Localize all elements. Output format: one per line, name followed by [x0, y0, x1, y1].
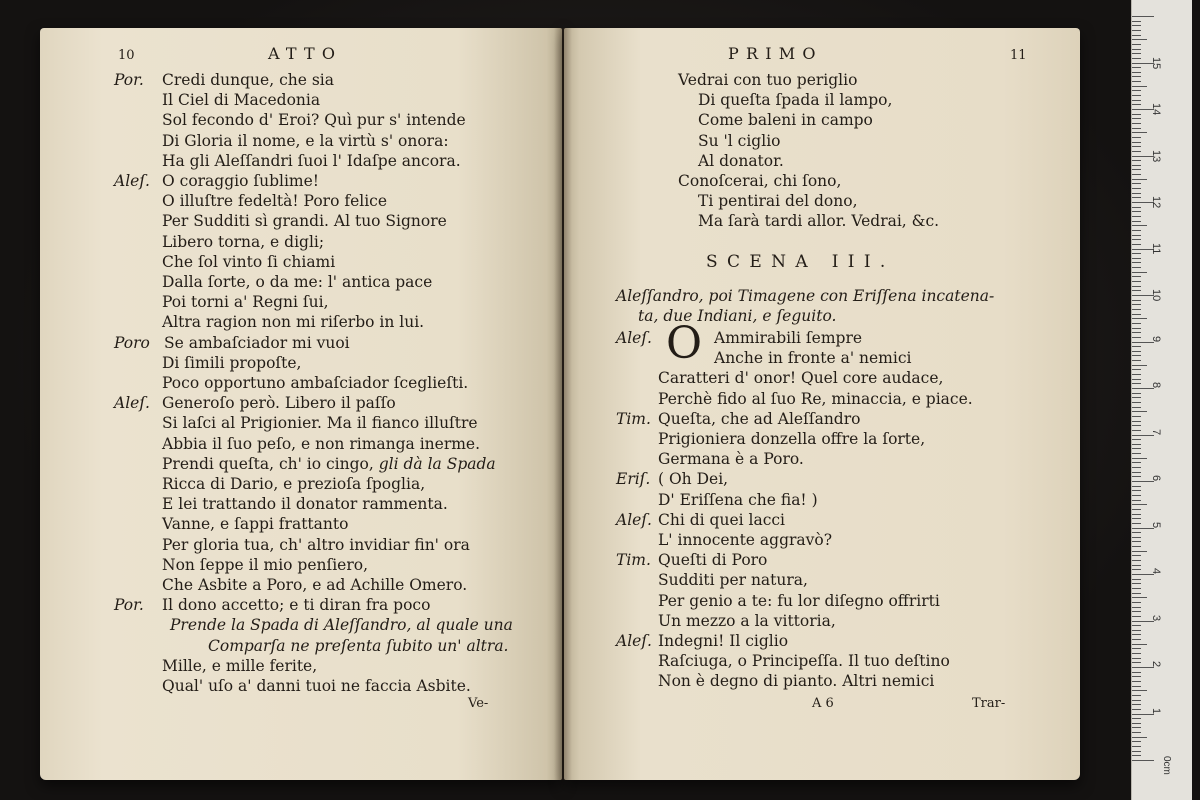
signature-mark: A 6 — [812, 696, 834, 711]
left-page — [40, 28, 562, 780]
ruler-tick — [1132, 397, 1141, 398]
ruler-tick — [1132, 760, 1154, 761]
ruler-tick — [1132, 532, 1141, 533]
ruler-tick — [1132, 151, 1141, 152]
ruler-tick — [1132, 360, 1141, 361]
speaker-label: Aleſ. — [616, 632, 652, 650]
ruler-tick — [1132, 439, 1141, 440]
ruler-tick — [1132, 225, 1147, 226]
ruler-tick — [1132, 244, 1141, 245]
ruler-tick — [1132, 658, 1141, 659]
ruler-tick — [1132, 686, 1141, 687]
ruler-tick — [1132, 467, 1141, 468]
verse-line: Perchè fido al ſuo Re, minaccia, e piace. — [658, 389, 973, 408]
ruler-number: 6 — [1150, 475, 1162, 482]
speaker-label: Eriſ. — [616, 470, 651, 489]
ruler-tick — [1132, 421, 1141, 422]
verse-line: D' Eriſſena che fia! ) — [658, 490, 818, 509]
verse-line — [162, 252, 335, 272]
speaker-label: Por. — [114, 71, 144, 89]
verse-line: Su 'l ciglio — [698, 131, 781, 150]
left-page-number: 10 — [118, 48, 135, 63]
verse-text: Il Ciel di Macedonia — [162, 91, 321, 110]
ruler-tick — [1132, 411, 1147, 412]
ruler-tick — [1132, 53, 1141, 54]
verse-line: Ma ſarà tardi allor. Vedrai, &c. — [698, 212, 940, 231]
verse-line — [162, 292, 329, 312]
ruler-tick — [1132, 755, 1141, 756]
right-catchword: Trar- — [972, 696, 1006, 711]
ruler-number: 3 — [1150, 615, 1162, 622]
ruler-tick — [1132, 551, 1147, 552]
ruler-tick — [1132, 625, 1141, 626]
verse-line — [162, 474, 425, 494]
left-running-head: ATTO — [268, 44, 343, 63]
verse-line — [162, 656, 317, 676]
verse-text: Di Gloria il nome, e la virtù s' onora: — [162, 131, 449, 150]
ruler-tick — [1132, 21, 1141, 22]
ruler-tick — [1132, 346, 1141, 347]
ruler-number: 4 — [1150, 568, 1162, 575]
ruler-tick — [1132, 723, 1141, 724]
ruler-tick — [1132, 448, 1141, 449]
verse-text: Mille, e mille ferite, — [162, 656, 318, 675]
ruler-tick — [1132, 318, 1147, 319]
ruler-tick — [1132, 704, 1141, 705]
ruler-tick — [1132, 328, 1141, 329]
ruler-tick — [1132, 741, 1141, 742]
verse-line: Caratteri d' onor! Quel core audace, — [658, 369, 944, 388]
ruler-tick — [1132, 430, 1141, 431]
verse-line: Un mezzo a la vittoria, — [658, 611, 836, 630]
verse-text: Qual' uſo a' danni tuoi ne faccia Asbite. — [162, 677, 471, 695]
ruler-tick — [1132, 676, 1141, 677]
verse-line: Come baleni in campo — [698, 111, 873, 130]
ruler-tick — [1132, 16, 1154, 17]
ruler-tick — [1132, 304, 1141, 305]
ruler-tick — [1132, 95, 1141, 96]
ruler-tick — [1132, 579, 1141, 580]
ruler-tick — [1132, 481, 1154, 482]
ruler-tick — [1132, 565, 1141, 566]
right-page — [564, 28, 1080, 780]
ruler-tick — [1132, 662, 1141, 663]
verse-text: Che ſol vinto ſi chiami — [162, 252, 336, 271]
verse-line — [162, 151, 461, 171]
ruler-tick — [1132, 374, 1141, 375]
ruler-tick — [1132, 681, 1141, 682]
verse-line — [162, 514, 348, 534]
ruler-tick — [1132, 718, 1141, 719]
ruler-tick — [1132, 67, 1141, 68]
ruler-tick — [1132, 355, 1141, 356]
verse-text: Dalla ſorte, o da me: l' antica pace — [162, 273, 433, 291]
ruler-tick — [1132, 509, 1141, 510]
verse-text: O coraggio ſublime! — [162, 172, 320, 190]
ruler-tick — [1132, 490, 1141, 491]
verse-line: Vedrai con tuo periglio — [678, 71, 858, 89]
verse-line — [162, 413, 478, 433]
ruler-tick — [1132, 86, 1147, 87]
ruler-number: 14 — [1150, 103, 1162, 116]
ruler-tick — [1132, 588, 1141, 589]
ruler-number: 8 — [1150, 382, 1162, 389]
ruler-tick — [1132, 597, 1147, 598]
ruler-tick — [1132, 560, 1141, 561]
ruler-tick — [1132, 621, 1154, 622]
inline-stage-direction: gli dà la Spada — [373, 454, 496, 473]
ruler-tick — [1132, 104, 1141, 105]
ruler-tick — [1132, 165, 1141, 166]
verse-line: Prigioniera donzella offre la ſorte, — [658, 430, 926, 448]
ruler-tick — [1132, 281, 1141, 282]
ruler-tick — [1132, 672, 1141, 673]
verse-line: L' innocente aggravò? — [658, 531, 833, 549]
ruler-tick — [1132, 100, 1141, 101]
verse-text: Generoſo però. Libero il paſſo — [162, 394, 396, 413]
ruler-tick — [1132, 39, 1147, 40]
verse-line: Raſciuga, o Principeſſa. Il tuo deſtino — [658, 652, 950, 671]
ruler-tick — [1132, 458, 1147, 459]
speaker-label: Aleſ. — [616, 510, 652, 529]
ruler-tick — [1132, 272, 1147, 273]
verse-line — [162, 535, 470, 555]
verse-line — [162, 353, 302, 373]
verse-line: ( Oh Dei, — [658, 470, 729, 489]
verse-text: Sol fecondo d' Eroi? Quì pur s' intende — [162, 111, 466, 130]
verse-line: Ammirabili ſempre — [714, 329, 863, 347]
ruler-number: 11 — [1150, 243, 1162, 255]
verse-text: Ha gli Aleſſandri ſuoi l' Idaſpe ancora. — [162, 151, 461, 170]
verse-line — [162, 272, 432, 292]
ruler-tick — [1132, 216, 1141, 217]
ruler-tick — [1132, 462, 1141, 463]
ruler-tick — [1132, 169, 1141, 170]
right-page-number: 11 — [1010, 48, 1027, 63]
ruler-tick — [1132, 81, 1141, 82]
verse-text: O illuſtre fedeltà! Poro felice — [162, 192, 388, 211]
ruler-number: 7 — [1150, 429, 1162, 436]
ruler-tick — [1132, 388, 1154, 389]
ruler-tick — [1132, 393, 1141, 394]
ruler-number: 10 — [1150, 289, 1162, 302]
ruler-tick — [1132, 58, 1141, 59]
ruler-tick — [1132, 611, 1141, 612]
ruler-tick — [1132, 207, 1141, 208]
speaker-label: Tim. — [616, 409, 651, 428]
ruler-tick — [1132, 142, 1141, 143]
verse-line — [162, 595, 430, 615]
ruler-tick — [1132, 314, 1141, 315]
ruler-tick — [1132, 667, 1154, 668]
ruler-tick — [1132, 188, 1141, 189]
ruler-tick — [1132, 267, 1141, 268]
ruler-tick — [1132, 337, 1141, 338]
verse-line — [162, 393, 396, 413]
verse-text: Per gloria tua, ch' altro invidiar fin' ora — [162, 535, 470, 554]
verse-line — [162, 312, 424, 332]
ruler-tick — [1132, 653, 1141, 654]
ruler-tick — [1132, 383, 1141, 384]
ruler-tick — [1132, 35, 1141, 36]
ruler-tick — [1132, 528, 1154, 529]
ruler-tick — [1132, 351, 1141, 352]
ruler-tick — [1132, 634, 1141, 635]
verse-line: Di queſta ſpada il lampo, — [698, 91, 893, 110]
open-book — [32, 28, 1082, 780]
ruler-tick — [1132, 332, 1141, 333]
stage-direction-line-1: Aleſſandro, poi Timagene con Eriſſena incatena- — [616, 287, 995, 305]
verse-line — [162, 434, 480, 454]
ruler-tick — [1132, 416, 1141, 417]
ruler-tick — [1132, 300, 1141, 301]
ruler-tick — [1132, 160, 1141, 161]
measuring-ruler — [1131, 0, 1192, 800]
ruler-tick — [1132, 514, 1141, 515]
ruler-tick — [1132, 486, 1141, 487]
ruler-number: 9 — [1150, 336, 1162, 343]
ruler-tick — [1132, 541, 1141, 542]
ruler-number: 5 — [1150, 522, 1162, 529]
verse-text: Libero torna, e digli; — [162, 232, 325, 251]
ruler-tick — [1132, 616, 1141, 617]
ruler-tick — [1132, 174, 1141, 175]
ruler-tick — [1132, 402, 1141, 403]
ruler-unit-label: 0cm — [1161, 756, 1172, 775]
ruler-tick — [1132, 518, 1141, 519]
ruler-tick — [1132, 44, 1141, 45]
drop-capital: O — [666, 318, 703, 369]
book-gutter — [554, 28, 572, 780]
verse-line — [162, 232, 324, 252]
verse-line — [162, 211, 447, 231]
ruler-tick — [1132, 453, 1141, 454]
speaker-label: Poro — [114, 333, 150, 352]
ruler-tick — [1132, 555, 1141, 556]
verse-line — [162, 171, 319, 191]
ruler-tick — [1132, 197, 1141, 198]
left-catchword: Ve- — [468, 696, 489, 711]
ruler-tick — [1132, 695, 1141, 696]
ruler-tick — [1132, 709, 1141, 710]
verse-text: Poi torni a' Regni ſui, — [162, 293, 329, 312]
verse-line — [162, 90, 320, 110]
verse-line — [162, 494, 448, 514]
ruler-tick — [1132, 574, 1154, 575]
verse-text: Vanne, e ſappi frattanto — [162, 515, 349, 534]
ruler-tick — [1132, 425, 1141, 426]
scene-title: SCENA III. — [706, 252, 895, 272]
ruler-tick — [1132, 690, 1147, 691]
ruler-tick — [1132, 630, 1141, 631]
verse-line — [162, 575, 467, 595]
verse-text: Ricca di Dario, e prezioſa ſpoglia, — [162, 475, 426, 493]
verse-line — [162, 676, 471, 696]
speaker-label: Tim. — [616, 551, 651, 570]
verse-text: Poco opportuno ambaſciador ſceglieſti. — [162, 374, 469, 392]
ruler-tick — [1132, 644, 1147, 645]
ruler-tick — [1132, 123, 1141, 124]
ruler-tick — [1132, 435, 1154, 436]
verse-line: Sudditi per natura, — [658, 571, 808, 590]
verse-line — [162, 555, 368, 575]
ruler-tick — [1132, 648, 1141, 649]
ruler-tick — [1132, 732, 1141, 733]
ruler-tick — [1132, 444, 1141, 445]
stage-direction: Prende la Spada di Aleſſandro, al quale una — [170, 616, 513, 635]
verse-line: Germana è a Poro. — [658, 450, 804, 469]
ruler-tick — [1132, 727, 1141, 728]
ruler-tick — [1132, 607, 1141, 608]
verse-line: Queſti di Poro — [658, 551, 768, 570]
verse-text: Per Sudditi sì grandi. Al tuo Signore — [162, 212, 447, 231]
ruler-number: 12 — [1150, 196, 1162, 209]
ruler-tick — [1132, 290, 1141, 291]
ruler-tick — [1132, 365, 1147, 366]
ruler-tick — [1132, 369, 1141, 370]
verse-line — [164, 333, 350, 353]
verse-line — [162, 70, 334, 90]
ruler-tick — [1132, 583, 1141, 584]
ruler-tick — [1132, 379, 1141, 380]
verse-text: Credi dunque, che sia — [162, 71, 334, 89]
ruler-tick — [1132, 472, 1141, 473]
ruler-tick — [1132, 476, 1141, 477]
ruler-tick — [1132, 253, 1141, 254]
verse-text: Non ſeppe il mio penſiero, — [162, 555, 369, 574]
verse-text: E lei trattando il donator rammenta. — [162, 495, 448, 514]
verse-line: Al donator. — [698, 151, 784, 170]
ruler-number: 2 — [1150, 661, 1162, 668]
speaker-label: Aleſ. — [114, 394, 150, 413]
ruler-tick — [1132, 118, 1141, 119]
verse-line: Ti pentirai del dono, — [698, 192, 858, 211]
ruler-tick — [1132, 746, 1141, 747]
stage-direction: Comparſa ne preſenta ſubito un' altra. — [208, 636, 509, 655]
ruler-tick — [1132, 211, 1141, 212]
verse-line — [162, 454, 496, 474]
verse-text: Si laſci al Prigionier. Ma il fianco illuſtre — [162, 414, 478, 433]
verse-line — [162, 131, 449, 151]
ruler-tick — [1132, 309, 1141, 310]
verse-text: Il dono accetto; e ti diran fra poco — [162, 596, 431, 615]
verse-line: Anche in fronte a' nemici — [714, 349, 912, 368]
ruler-tick — [1132, 183, 1141, 184]
ruler-tick — [1132, 49, 1141, 50]
verse-line: Per genio a te: fu lor diſegno offrirti — [658, 591, 940, 610]
ruler-tick — [1132, 495, 1141, 496]
ruler-tick — [1132, 342, 1154, 343]
verse-line: Conoſcerai, chi ſono, — [678, 172, 842, 190]
ruler-tick — [1132, 602, 1141, 603]
ruler-tick — [1132, 146, 1141, 147]
ruler-tick — [1132, 407, 1141, 408]
verse-line — [162, 191, 387, 211]
ruler-tick — [1132, 523, 1141, 524]
ruler-number: 1 — [1150, 708, 1162, 715]
ruler-number: 13 — [1150, 150, 1162, 163]
ruler-tick — [1132, 737, 1147, 738]
ruler-tick — [1132, 323, 1141, 324]
verse-text: Se ambaſciador mi vuoi — [164, 333, 350, 352]
verse-line: Non è degno di pianto. Altri nemici — [658, 672, 935, 691]
ruler-tick — [1132, 128, 1141, 129]
verse-line — [162, 373, 468, 393]
ruler-tick — [1132, 504, 1147, 505]
stage-direction-line-2: ta, due Indiani, e ſeguito. — [638, 307, 837, 325]
verse-text: Di ſimili propoſte, — [162, 353, 302, 372]
ruler-tick — [1132, 221, 1141, 222]
ruler-tick — [1132, 193, 1141, 194]
verse-text: Che Asbite a Poro, e ad Achille Omero. — [162, 576, 468, 594]
ruler-tick — [1132, 286, 1141, 287]
ruler-tick — [1132, 72, 1141, 73]
speaker-label: Por. — [114, 596, 144, 615]
ruler-tick — [1132, 30, 1141, 31]
ruler-tick — [1132, 76, 1141, 77]
ruler-tick — [1132, 25, 1141, 26]
verse-line — [162, 110, 466, 130]
speaker-label: Aleſ. — [114, 172, 150, 190]
ruler-tick — [1132, 179, 1147, 180]
ruler-tick — [1132, 569, 1141, 570]
ruler-tick — [1132, 751, 1141, 752]
verse-line: Chi di quei lacci — [658, 510, 786, 529]
ruler-tick — [1132, 262, 1141, 263]
verse-line: Queſta, che ad Aleſſandro — [658, 409, 861, 428]
verse-text: Prendi queſta, ch' io cingo, — [162, 454, 374, 473]
ruler-number: 15 — [1150, 57, 1162, 70]
ruler-tick — [1132, 546, 1141, 547]
ruler-tick — [1132, 137, 1141, 138]
speaker-label: Aleſ. — [616, 329, 652, 347]
ruler-tick — [1132, 276, 1141, 277]
ruler-tick — [1132, 235, 1141, 236]
right-running-head: PRIMO — [728, 44, 823, 63]
ruler-tick — [1132, 700, 1141, 701]
verse-line: Indegni! Il ciglio — [658, 632, 789, 650]
ruler-tick — [1132, 114, 1141, 115]
ruler-tick — [1132, 90, 1141, 91]
verse-text: Altra ragion non mi riſerbo in lui. — [162, 313, 425, 332]
ruler-tick — [1132, 258, 1141, 259]
ruler-tick — [1132, 230, 1141, 231]
ruler-tick — [1132, 639, 1141, 640]
ruler-tick — [1132, 593, 1141, 594]
verse-text: Abbia il ſuo peſo, e non rimanga inerme. — [162, 434, 481, 453]
ruler-tick — [1132, 537, 1141, 538]
ruler-tick — [1132, 239, 1141, 240]
ruler-tick — [1132, 132, 1147, 133]
ruler-tick — [1132, 500, 1141, 501]
ruler-tick — [1132, 714, 1154, 715]
